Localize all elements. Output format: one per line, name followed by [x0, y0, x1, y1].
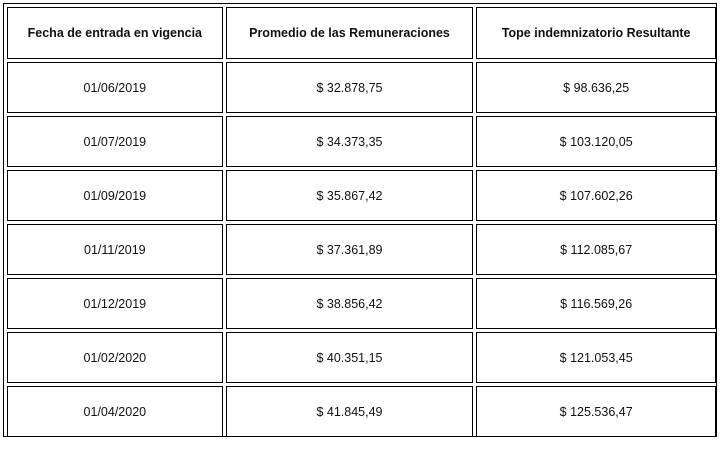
table-row: [7, 224, 716, 275]
cell-promedio: $ 34.373,35: [226, 116, 474, 167]
cell-fecha: 01/02/2020: [7, 332, 223, 383]
cell-tope: $ 116.569,26: [476, 278, 716, 329]
cell-tope: $ 112.085,67: [476, 224, 716, 275]
table-header-row: [7, 7, 716, 59]
header-tope: Tope indemnizatorio Resultante: [476, 7, 716, 59]
cell-promedio: $ 32.878,75: [226, 62, 474, 113]
cell-fecha: 01/07/2019: [7, 116, 223, 167]
table-row: [7, 116, 716, 167]
table-row: [7, 386, 716, 437]
table-row: [7, 170, 716, 221]
cell-fecha: 01/09/2019: [7, 170, 223, 221]
cell-tope: $ 107.602,26: [476, 170, 716, 221]
header-promedio: Promedio de las Remuneraciones: [226, 7, 474, 59]
cell-tope: $ 125.536,47: [476, 386, 716, 437]
cell-promedio: $ 40.351,15: [226, 332, 474, 383]
cell-promedio: $ 35.867,42: [226, 170, 474, 221]
table-row: [7, 62, 716, 113]
cell-promedio: $ 37.361,89: [226, 224, 474, 275]
cell-fecha: 01/12/2019: [7, 278, 223, 329]
table-row: [7, 278, 716, 329]
cell-promedio: $ 38.856,42: [226, 278, 474, 329]
remuneraciones-table-frame: [3, 3, 717, 437]
cell-tope: $ 98.636,25: [476, 62, 716, 113]
cell-fecha: 01/04/2020: [7, 386, 223, 437]
cell-fecha: 01/11/2019: [7, 224, 223, 275]
cell-fecha: 01/06/2019: [7, 62, 223, 113]
cell-tope: $ 121.053,45: [476, 332, 716, 383]
header-fecha: Fecha de entrada en vigencia: [7, 7, 223, 59]
table-row: [7, 332, 716, 383]
cell-promedio: $ 41.845,49: [226, 386, 474, 437]
remuneraciones-table: [4, 4, 719, 440]
cell-tope: $ 103.120,05: [476, 116, 716, 167]
